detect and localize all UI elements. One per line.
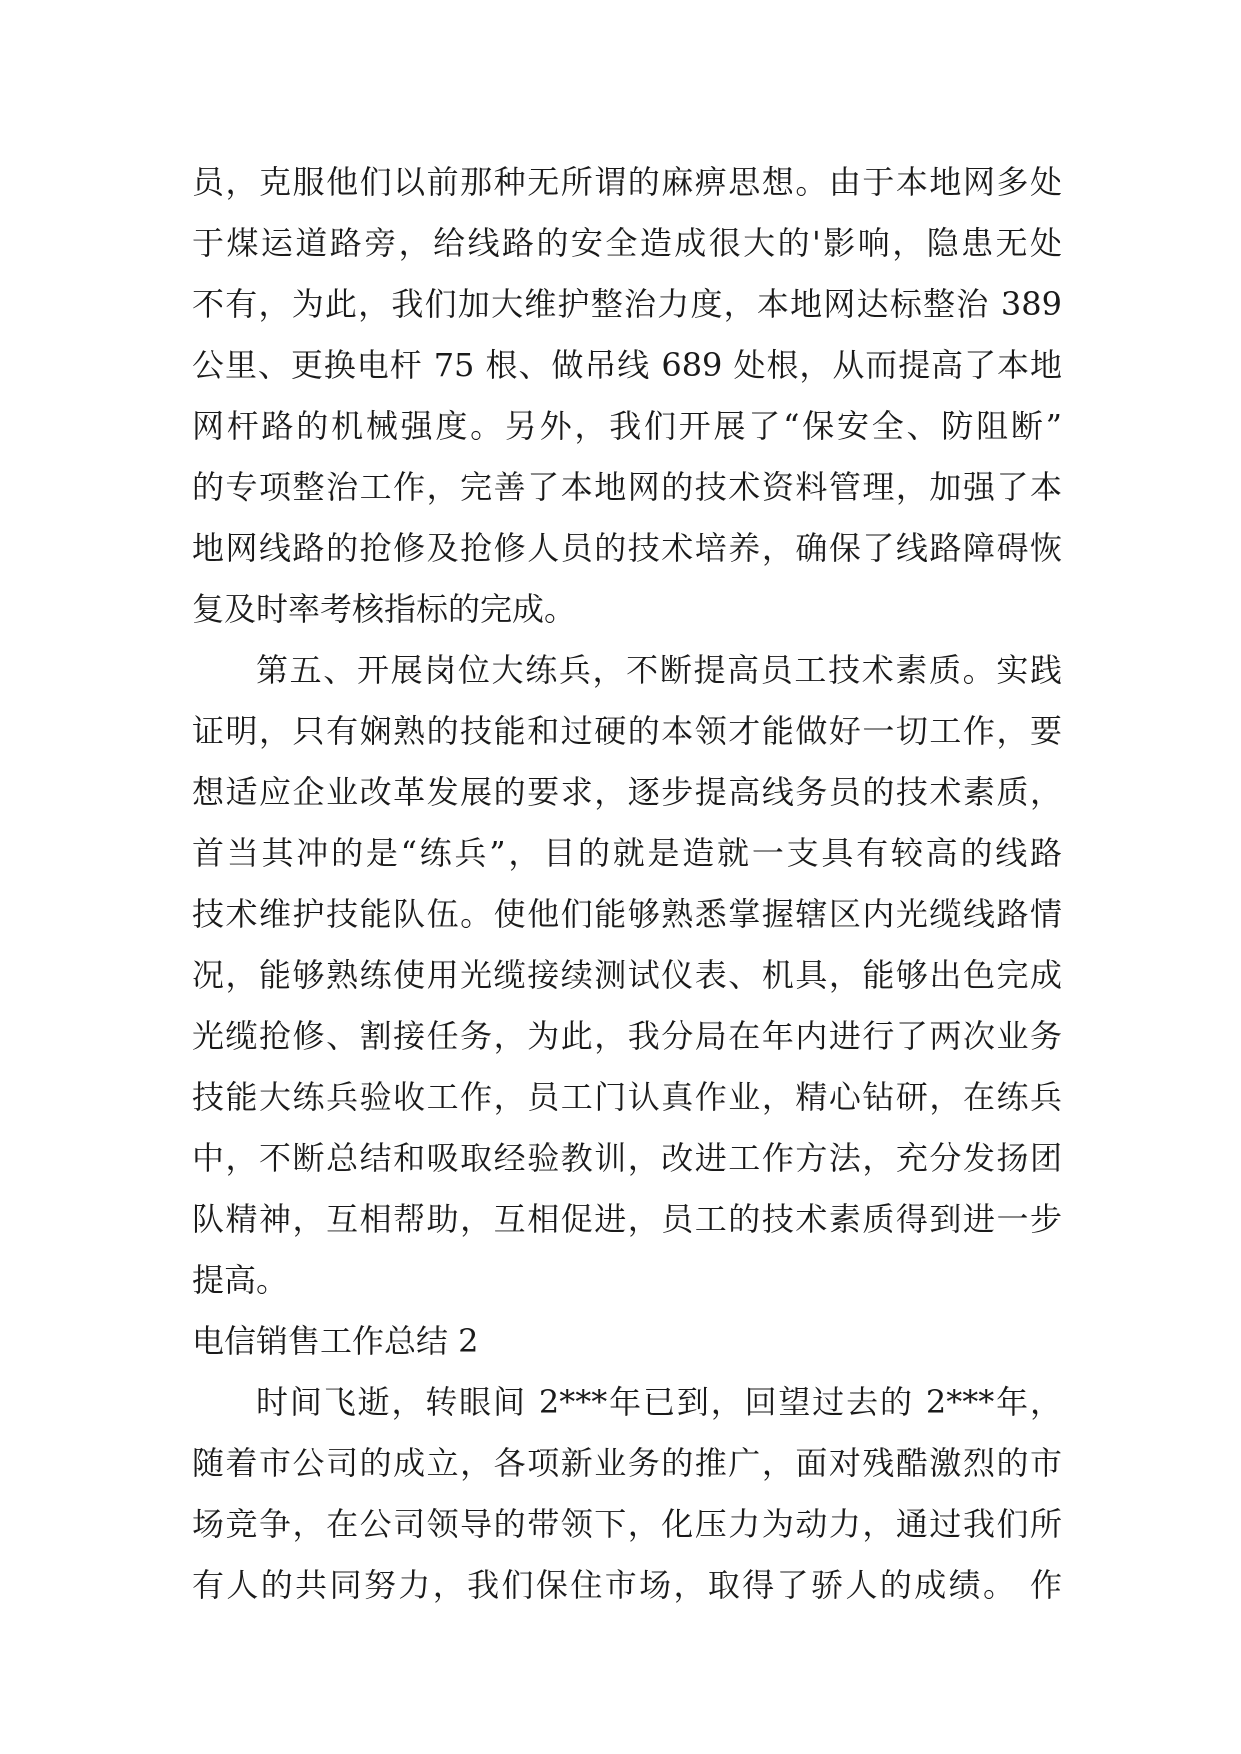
paragraph-line: 有人的共同努力，我们保住市场，取得了骄人的成绩。 作 (192, 1566, 1062, 1604)
paragraph-line: 场竞争，在公司领导的带领下，化压力为动力，通过我们所 (192, 1505, 1062, 1543)
paragraph-line: 地网线路的抢修及抢修人员的技术培养，确保了线路障碍恢 (192, 529, 1062, 567)
paragraph-line: 网杆路的机械强度。另外，我们开展了“保安全、防阻断” (192, 407, 1062, 445)
paragraph-line: 的专项整治工作，完善了本地网的技术资料管理，加强了本 (192, 468, 1062, 506)
paragraph-line: 技能大练兵验收工作，员工门认真作业，精心钻研，在练兵 (192, 1078, 1062, 1116)
paragraph-line: 复及时率考核指标的完成。 (192, 590, 577, 628)
document-body (192, 152, 1062, 1616)
paragraph-line: 提高。 (192, 1261, 289, 1299)
paragraph-line: 中，不断总结和吸取经验教训，改进工作方法，充分发扬团 (192, 1139, 1062, 1177)
section-heading: 电信销售工作总结 2 (192, 1322, 479, 1360)
paragraph-1 (192, 152, 1062, 640)
paragraph-2 (192, 640, 1062, 1311)
paragraph-line: 首当其冲的是“练兵”，目的就是造就一支具有较高的线路 (192, 834, 1062, 872)
paragraph-line: 队精神，互相帮助，互相促进，员工的技术素质得到进一步 (192, 1200, 1062, 1238)
paragraph-line: 第五、开展岗位大练兵，不断提高员工技术素质。实践 (256, 651, 1062, 689)
paragraph-line: 光缆抢修、割接任务，为此，我分局在年内进行了两次业务 (192, 1017, 1062, 1055)
paragraph-3 (192, 1372, 1062, 1616)
paragraph-line: 想适应企业改革发展的要求，逐步提高线务员的技术素质， (192, 773, 1062, 811)
paragraph-line: 公里、更换电杆 75 根、做吊线 689 处根，从而提高了本地 (192, 346, 1062, 384)
paragraph-line: 于煤运道路旁，给线路的安全造成很大的'影响，隐患无处 (192, 224, 1062, 262)
paragraph-line: 况，能够熟练使用光缆接续测试仪表、机具，能够出色完成 (192, 956, 1062, 994)
paragraph-line: 技术维护技能队伍。使他们能够熟悉掌握辖区内光缆线路情 (192, 895, 1062, 933)
paragraph-line: 员，克服他们以前那种无所谓的麻痹思想。由于本地网多处 (192, 163, 1062, 201)
paragraph-line: 证明，只有娴熟的技能和过硬的本领才能做好一切工作，要 (192, 712, 1062, 750)
paragraph-line: 随着市公司的成立，各项新业务的推广，面对残酷激烈的市 (192, 1444, 1062, 1482)
paragraph-line: 不有，为此，我们加大维护整治力度，本地网达标整治 389 (192, 285, 1062, 323)
paragraph-line: 时间飞逝，转眼间 2***年已到，回望过去的 2***年， (256, 1383, 1062, 1421)
